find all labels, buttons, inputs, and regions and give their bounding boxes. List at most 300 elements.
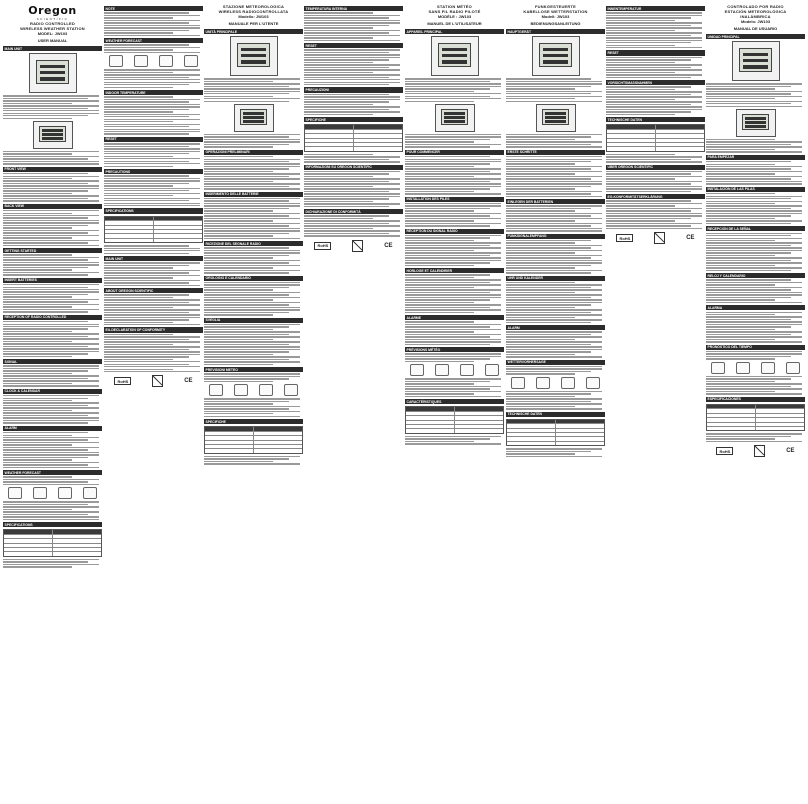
weather-icon: [134, 55, 148, 67]
section-heading: POUR COMMENCER: [405, 150, 504, 155]
text-line: [706, 324, 802, 325]
text-line: [3, 420, 99, 421]
text-line: [104, 82, 200, 83]
text-line: [104, 44, 189, 45]
text-line: [204, 78, 300, 79]
device-illustration: [234, 104, 274, 132]
text-line: [104, 99, 200, 100]
text-line: [3, 437, 99, 438]
text-line: [304, 94, 389, 95]
text-line: [3, 118, 72, 119]
lcd-digits: [241, 60, 266, 64]
text-line: [706, 289, 791, 290]
text-line: [706, 331, 802, 332]
text-line: [606, 67, 691, 68]
section-heading: EG-KONFORMITÄTSERKLÄRUNG: [606, 194, 705, 199]
text-line: [104, 339, 189, 340]
text-line: [104, 282, 189, 283]
section-heading: PARA EMPEZAR: [706, 155, 805, 160]
text-line: [606, 225, 691, 226]
text-line: [706, 353, 802, 354]
text-line: [506, 356, 602, 357]
table-cell: [756, 427, 804, 430]
text-line: [405, 358, 490, 359]
section-heading: WEATHER FORECAST: [3, 470, 102, 475]
weather-icon: [184, 55, 198, 67]
weather-icon: [561, 377, 575, 389]
text-line: [3, 294, 88, 295]
lcd-display: [39, 126, 66, 142]
table-cell: [105, 230, 154, 233]
text-line: [405, 441, 474, 442]
text-line: [405, 91, 474, 92]
text-line: [304, 176, 373, 177]
text-line: [506, 284, 602, 285]
section-heading: TEMPERATURA INTERNA: [304, 6, 403, 11]
text-line: [506, 398, 602, 399]
text-line: [3, 108, 88, 109]
table-cell: [556, 437, 604, 440]
lcd-digits: [545, 116, 565, 118]
text-line: [506, 346, 602, 347]
table-cell: [756, 418, 804, 421]
text-line: [3, 176, 99, 177]
text-line: [506, 257, 591, 258]
text-line: [405, 438, 490, 439]
text-line: [3, 198, 88, 199]
section-heading: UHR UND KALENDER: [506, 276, 605, 281]
text-line: [606, 62, 675, 63]
lcd-display: [742, 114, 769, 130]
text-line: [506, 252, 575, 253]
text-line: [506, 309, 602, 310]
text-line: [506, 265, 591, 266]
text-line: [104, 15, 200, 16]
text-line: [204, 373, 300, 374]
text-line: [506, 144, 591, 145]
table-cell: [4, 535, 53, 538]
text-line: [706, 183, 802, 184]
table-cell: [556, 429, 604, 432]
text-line: [706, 438, 775, 439]
weather-icon: [234, 384, 248, 396]
table-cell: [254, 427, 302, 431]
ce-mark: CE: [384, 242, 393, 249]
text-line: [405, 297, 501, 298]
lcd-digits: [545, 120, 565, 122]
section-heading: INSTALLATION DES PILES: [405, 197, 504, 202]
table-cell: [656, 139, 704, 142]
text-line: [706, 220, 802, 221]
table-cell: [406, 425, 455, 428]
icon-row: [3, 487, 102, 499]
weather-icon: [284, 384, 298, 396]
text-line: [204, 144, 289, 145]
table-cell: [53, 539, 101, 542]
text-line: [3, 353, 88, 354]
text-line: [405, 279, 501, 280]
text-line: [405, 250, 474, 251]
text-line: [506, 213, 602, 214]
text-line: [204, 208, 289, 209]
text-line: [204, 458, 289, 459]
text-line: [3, 195, 99, 196]
column-header: [3, 4, 102, 43]
lcd-digits: [241, 54, 266, 58]
text-line: [304, 79, 400, 80]
text-line: [3, 98, 88, 99]
section-heading: PRONÓSTICO DEL TIEMPO: [706, 345, 805, 350]
text-line: [405, 393, 474, 394]
text-line: [104, 262, 200, 263]
section-heading: INNENTEMPERATUR: [606, 6, 705, 11]
text-line: [104, 121, 173, 122]
text-line: [405, 302, 474, 303]
text-line: [3, 220, 99, 221]
rohs-logo: RoHS: [114, 377, 131, 385]
text-line: [405, 213, 501, 214]
text-line: [606, 171, 702, 172]
text-line: [204, 178, 300, 179]
text-line: [304, 27, 373, 28]
text-line: [204, 181, 273, 182]
text-line: [706, 98, 775, 99]
text-line: [606, 218, 691, 219]
text-line: [104, 188, 200, 189]
section-heading: WETTERVORHERSAGE: [506, 360, 605, 365]
text-line: [3, 304, 99, 305]
text-line: [204, 101, 289, 102]
weather-icon: [460, 364, 474, 376]
text-line: [606, 22, 702, 23]
text-line: [506, 156, 602, 157]
text-line: [104, 133, 189, 134]
text-line: [3, 242, 88, 243]
text-line: [304, 198, 389, 199]
text-line: [304, 40, 400, 41]
text-line: [405, 396, 501, 397]
text-line: [104, 129, 200, 130]
text-line: [606, 64, 702, 65]
section-heading: TECHNISCHE DATEN: [606, 117, 705, 122]
text-line: [3, 368, 99, 369]
text-line: [3, 442, 99, 443]
text-line: [104, 344, 173, 345]
text-line: [104, 307, 173, 308]
text-line: [104, 354, 200, 355]
table-row: [406, 429, 503, 432]
table-cell: [53, 535, 101, 538]
text-line: [304, 215, 389, 216]
text-line: [204, 289, 273, 290]
text-line: [204, 188, 300, 189]
rohs-logo: RoHS: [716, 447, 733, 455]
text-line: [606, 27, 702, 28]
text-line: [3, 415, 88, 416]
text-line: [405, 141, 474, 142]
text-line: [606, 57, 702, 58]
text-line: [104, 166, 173, 167]
table-cell: [205, 432, 254, 435]
text-line: [405, 339, 501, 340]
text-line: [706, 436, 791, 437]
section-heading: RÉCEPTION DU SIGNAL RADIO: [405, 229, 504, 234]
text-line: [706, 316, 802, 317]
text-line: [706, 260, 791, 261]
text-line: [104, 151, 200, 152]
text-line: [204, 252, 300, 253]
icon-row: [506, 377, 605, 389]
text-line: [3, 306, 72, 307]
text-line: [104, 193, 200, 194]
product-title: FUNKGESTEUERTE: [534, 4, 577, 9]
text-line: [204, 297, 300, 298]
text-line: [506, 331, 602, 332]
page-column-english-cont: [104, 4, 203, 800]
text-line: [3, 412, 99, 413]
text-line: [405, 191, 474, 192]
text-line: [204, 136, 289, 137]
text-line: [104, 245, 189, 246]
text-line: [3, 481, 88, 482]
text-line: [506, 368, 602, 369]
text-line: [3, 464, 88, 465]
text-line: [104, 74, 200, 75]
text-line: [104, 153, 189, 154]
text-line: [3, 180, 99, 181]
text-line: [3, 222, 99, 223]
text-line: [606, 42, 691, 43]
text-line: [104, 324, 200, 325]
text-line: [506, 93, 591, 94]
text-line: [3, 435, 72, 436]
table-cell: [507, 420, 556, 424]
text-line: [606, 69, 702, 70]
text-line: [606, 96, 702, 97]
text-line: [3, 185, 99, 186]
text-line: [706, 257, 802, 258]
text-line: [3, 479, 99, 480]
text-line: [304, 35, 400, 36]
text-line: [104, 366, 200, 367]
text-line: [706, 198, 791, 199]
text-line: [506, 401, 591, 402]
text-line: [405, 171, 490, 172]
table-cell: [406, 416, 455, 419]
text-line: [3, 254, 72, 255]
table-cell: [556, 424, 604, 427]
text-line: [3, 299, 99, 300]
text-line: [204, 406, 300, 407]
text-line: [506, 396, 575, 397]
text-line: [405, 361, 474, 362]
text-line: [3, 232, 88, 233]
text-line: [706, 441, 802, 442]
text-line: [204, 312, 289, 313]
text-line: [606, 35, 691, 36]
text-line: [506, 403, 602, 404]
text-line: [304, 54, 400, 55]
text-line: [506, 146, 602, 147]
table-cell: [507, 429, 556, 432]
text-line: [405, 386, 501, 387]
text-line: [405, 205, 501, 206]
lcd-digits: [442, 48, 467, 52]
text-line: [405, 381, 490, 382]
text-line: [606, 200, 691, 201]
table-cell: [406, 429, 455, 432]
text-line: [706, 326, 791, 327]
table-cell: [455, 429, 503, 432]
text-line: [706, 144, 791, 145]
text-line: [506, 139, 575, 140]
text-line: [606, 188, 702, 189]
text-line: [204, 260, 300, 261]
text-line: [3, 113, 99, 114]
text-line: [204, 228, 300, 229]
model-number: Modello: JW103: [238, 14, 269, 19]
section-heading: ESPECIFICACIONES: [706, 397, 805, 402]
text-line: [405, 255, 490, 256]
text-line: [3, 110, 99, 111]
section-heading: RESET: [606, 50, 705, 55]
text-line: [405, 284, 501, 285]
text-line: [3, 156, 99, 157]
text-line: [706, 391, 775, 392]
table-cell: [4, 539, 53, 542]
text-line: [706, 284, 775, 285]
text-line: [706, 173, 775, 174]
text-line: [304, 109, 389, 110]
text-line: [706, 181, 802, 182]
text-line: [204, 225, 289, 226]
product-title: WIRELESS RADIOCONTROLLATA: [218, 9, 289, 14]
text-line: [706, 139, 775, 140]
model-number: MODÈLE : JW103: [437, 14, 472, 19]
lcd-digits: [40, 77, 65, 81]
text-line: [506, 341, 602, 342]
text-line: [204, 336, 300, 337]
page-column-german: [506, 4, 605, 800]
text-line: [204, 282, 300, 283]
text-line: [304, 69, 400, 70]
text-line: [706, 164, 775, 165]
text-line: [506, 166, 602, 167]
text-line: [506, 453, 575, 454]
text-line: [405, 176, 474, 177]
text-line: [304, 154, 373, 155]
text-line: [204, 250, 300, 251]
lcd-digits: [42, 133, 62, 135]
text-line: [606, 91, 702, 92]
text-line: [204, 284, 300, 285]
spec-table: [706, 404, 805, 432]
text-line: [506, 171, 602, 172]
column-header: [204, 4, 303, 26]
text-line: [3, 343, 99, 344]
text-line: [104, 312, 189, 313]
text-line: [3, 348, 99, 349]
table-cell: [154, 221, 202, 224]
text-line: [204, 91, 300, 92]
text-line: [706, 218, 775, 219]
text-line: [3, 309, 99, 310]
text-line: [104, 156, 173, 157]
table-cell: [4, 544, 53, 547]
text-line: [706, 319, 791, 320]
text-line: [405, 277, 474, 278]
text-line: [606, 181, 702, 182]
text-line: [204, 294, 289, 295]
text-line: [706, 262, 802, 263]
table-cell: [205, 441, 254, 444]
text-line: [405, 166, 474, 167]
text-line: [606, 106, 702, 107]
text-line: [104, 317, 200, 318]
text-line: [506, 351, 591, 352]
text-line: [3, 402, 99, 403]
text-line: [506, 208, 591, 209]
text-line: [606, 205, 675, 206]
lcd-display: [542, 109, 569, 125]
text-line: [104, 109, 189, 110]
table-cell: [607, 143, 656, 146]
text-line: [706, 388, 802, 389]
text-line: [3, 193, 72, 194]
table-cell: [305, 139, 354, 142]
text-line: [304, 191, 389, 192]
text-line: [706, 393, 802, 394]
text-line: [405, 336, 490, 337]
text-line: [606, 220, 675, 221]
text-line: [506, 262, 602, 263]
text-line: [204, 267, 273, 268]
text-line: [3, 240, 99, 241]
weather-icon: [485, 364, 499, 376]
text-line: [405, 181, 490, 182]
table-cell: [607, 130, 656, 133]
text-line: [104, 25, 200, 26]
table-cell: [53, 530, 101, 534]
text-line: [304, 186, 373, 187]
lcd-digits: [243, 112, 263, 114]
text-line: [3, 225, 88, 226]
section-heading: INSTALACIÓN DE LAS PILAS: [706, 187, 805, 192]
text-line: [706, 213, 802, 214]
text-line: [606, 191, 691, 192]
text-line: [506, 339, 575, 340]
text-line: [304, 235, 400, 236]
section-heading: FRONT VIEW: [3, 167, 102, 172]
text-line: [706, 321, 802, 322]
text-line: [304, 104, 373, 105]
table-cell: [455, 412, 503, 415]
lcd-digits: [243, 120, 263, 122]
text-line: [405, 78, 501, 79]
text-line: [606, 223, 702, 224]
text-line: [104, 346, 200, 347]
text-line: [3, 272, 99, 273]
text-line: [405, 161, 501, 162]
text-line: [104, 314, 200, 315]
lcd-digits: [543, 48, 568, 52]
text-line: [104, 294, 189, 295]
text-line: [204, 304, 289, 305]
spec-table: [405, 406, 504, 434]
text-line: [204, 408, 289, 409]
device-illustration: [736, 109, 776, 137]
text-line: [304, 193, 400, 194]
